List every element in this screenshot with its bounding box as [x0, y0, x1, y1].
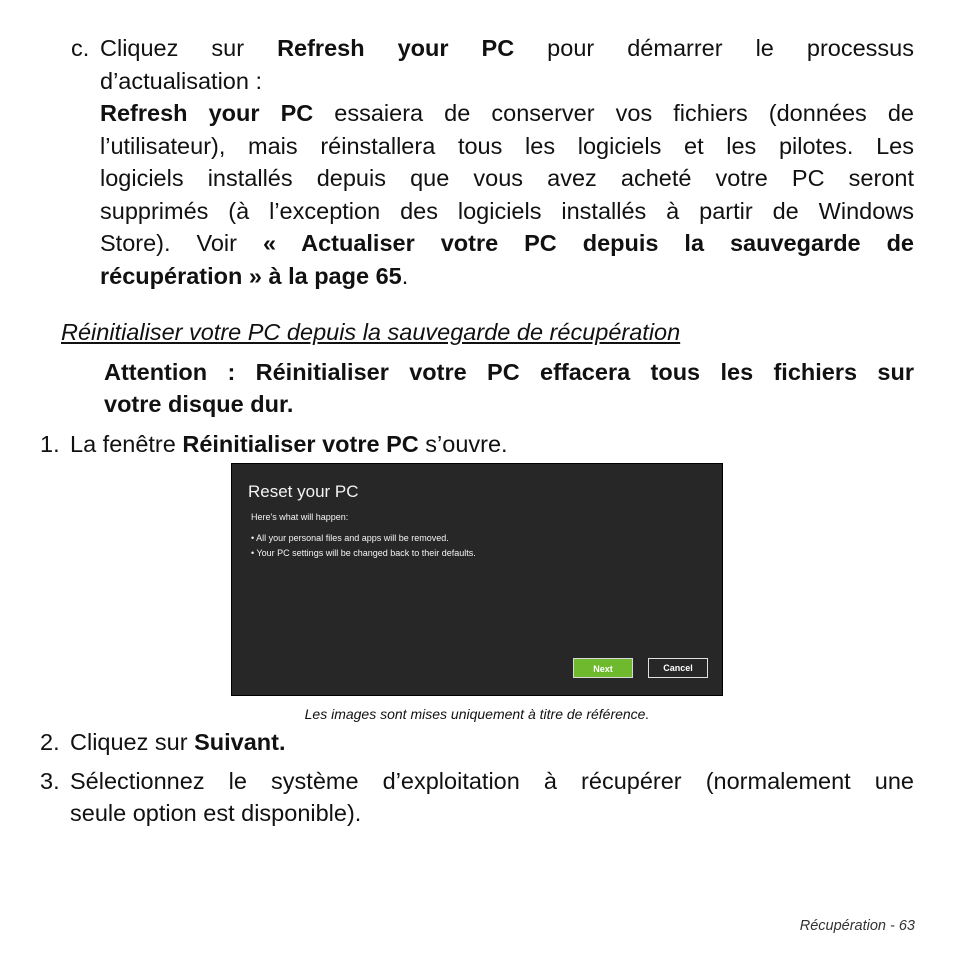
step-2-text [70, 726, 286, 759]
step-c-segment: Refresh your PC [100, 100, 314, 126]
step-c-line [100, 130, 914, 163]
step-c-line [100, 162, 914, 195]
step-c-line [100, 32, 914, 65]
step-c-segment: récupération » à la page 65 [100, 262, 402, 289]
figure-caption: Les images sont mises uniquement à titre de référence. [304, 706, 650, 722]
step-c-line [100, 65, 262, 98]
next-button[interactable]: Next [573, 658, 633, 678]
step-c-line [100, 227, 914, 260]
step-c-segment: Store). Voir [100, 230, 263, 256]
attention-line-2: votre disque dur. [104, 391, 294, 417]
attention-line-1: Attention : Réinitialiser votre PC effacera tous les fichiers sur [104, 359, 914, 385]
step-1-segment: Réinitialiser votre PC [182, 431, 419, 457]
reset-pc-subtitle: Here's what will happen: [251, 512, 349, 522]
step-c-marker: c. [71, 35, 90, 61]
step-1-marker: 1. [40, 431, 60, 457]
step-2-segment: Cliquez sur [70, 729, 195, 755]
step-3-line-2: seule option est disponible). [70, 800, 362, 826]
step-c-line [100, 260, 408, 293]
step-c-segment: « Actualiser votre PC depuis la sauvegarde de [262, 230, 915, 256]
step-c-segment: supprimés (à l’exception des logiciels installés à partir de Windows [100, 197, 914, 224]
step-c-segment: logiciels installés depuis que vous avez acheté votre PC seront [100, 165, 914, 191]
step-c-segment: Cliquez sur [100, 35, 278, 61]
step-c-segment: . [401, 262, 409, 289]
step-1-segment: s’ouvre. [418, 431, 508, 457]
page-footer: Récupération - 63 [799, 918, 915, 934]
section-heading: Réinitialiser votre PC depuis la sauvegarde de récupération [61, 319, 681, 345]
step-c-segment: d’actualisation : [100, 67, 262, 94]
reset-pc-screenshot [231, 463, 723, 696]
step-3-line-1: Sélectionnez le système d’exploitation à récupérer (normalement une [70, 768, 914, 794]
step-1-segment: La fenêtre [70, 431, 183, 457]
step-3-marker: 3. [40, 768, 60, 794]
step-2-segment: Suivant. [194, 729, 286, 755]
step-2-marker: 2. [40, 729, 60, 755]
step-c-line [100, 195, 914, 228]
reset-pc-bullet-2: • Your PC settings will be changed back to their defaults. [251, 548, 476, 558]
step-c-segment: essaiera de conserver vos fichiers (données de [313, 100, 914, 126]
step-c-line [100, 97, 914, 130]
step-c-segment: l’utilisateur), mais réinstallera tous les logiciels et les pilotes. Les [100, 132, 914, 159]
step-1-text [70, 428, 508, 461]
cancel-button[interactable]: Cancel [648, 658, 708, 678]
reset-pc-title: Reset your PC [248, 482, 359, 501]
step-c-segment: pour démarrer le processus [514, 35, 914, 61]
step-c-segment: Refresh your PC [277, 35, 515, 61]
reset-pc-bullet-1: • All your personal files and apps will be removed. [251, 533, 449, 543]
